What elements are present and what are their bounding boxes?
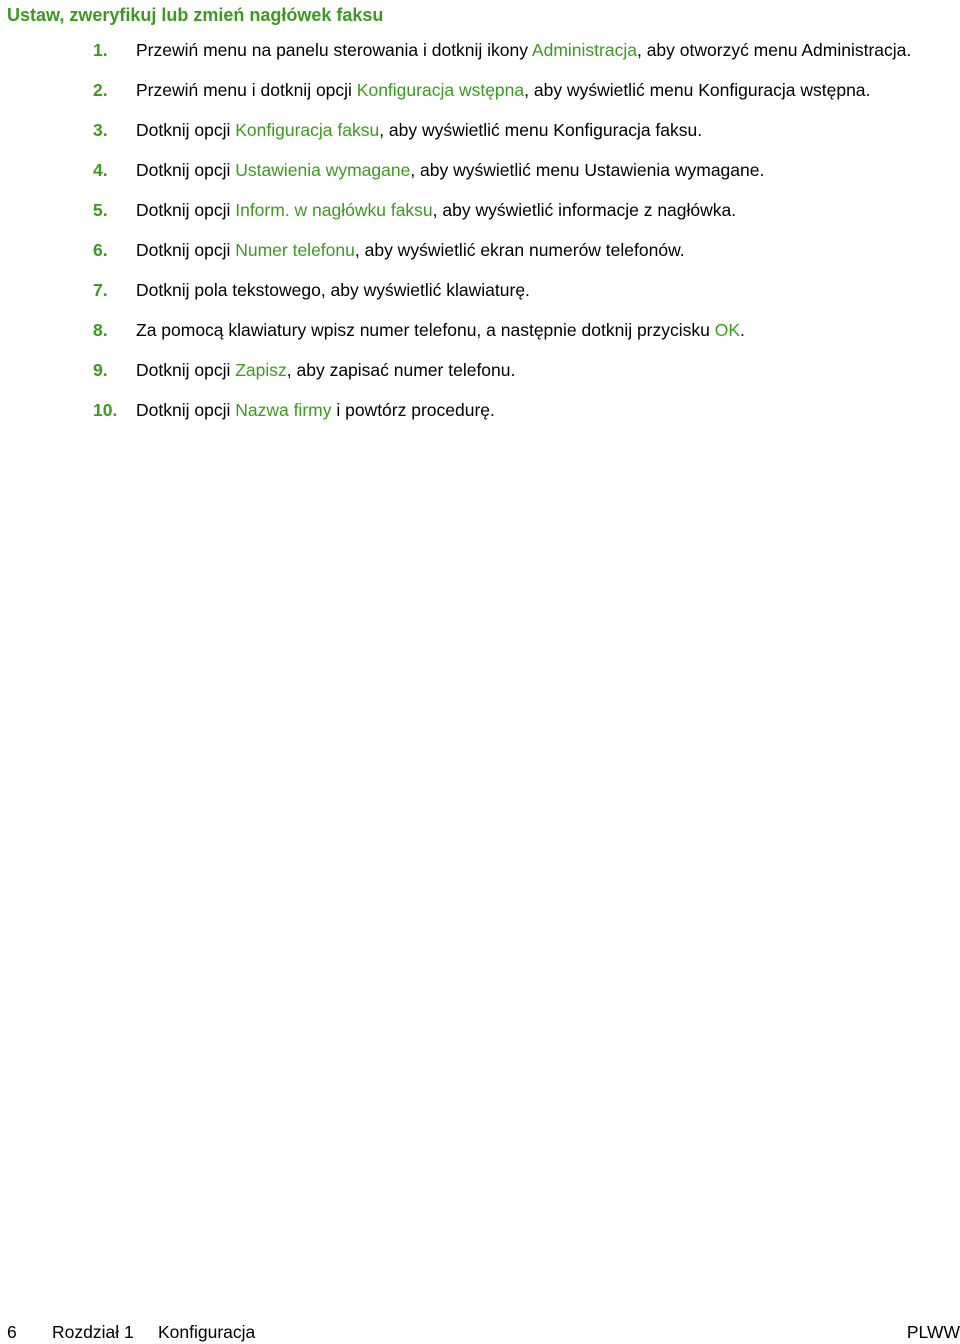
menu-option-numer-telefonu: Numer telefonu: [235, 240, 355, 260]
step-text-part: , aby wyświetlić informacje z nagłówka.: [432, 200, 737, 220]
step-text-part: Dotknij opcji: [136, 240, 236, 260]
step-number: 1.: [93, 40, 108, 60]
step-text: [136, 280, 530, 300]
step-number: 10.: [93, 400, 118, 420]
step-text-part: , aby wyświetlić menu Ustawienia wymagane.: [410, 160, 765, 180]
chapter-label: Rozdział 1: [52, 1322, 134, 1342]
step-text-part: Przewiń menu na panelu sterowania i dotknij ikony: [136, 40, 532, 60]
step-text-part: Przewiń menu i dotknij opcji: [136, 80, 357, 100]
steps-list: [0, 40, 960, 440]
step-item: [0, 120, 960, 141]
step-text-part: Dotknij pola tekstowego, aby wyświetlić klawiaturę.: [136, 280, 530, 300]
step-text-part: Dotknij opcji: [136, 120, 236, 140]
step-item: [0, 400, 960, 421]
step-item: [0, 80, 960, 101]
step-number: 9.: [93, 360, 108, 380]
step-text-part: Dotknij opcji: [136, 360, 236, 380]
page-footer: [0, 1321, 960, 1343]
step-text-part: i powtórz procedurę.: [331, 400, 495, 420]
step-text-part: , aby wyświetlić menu Konfiguracja faksu.: [379, 120, 703, 140]
step-item: [0, 160, 960, 181]
step-text-part: .: [740, 320, 745, 340]
menu-option-inform-naglowek: Inform. w nagłówku faksu: [235, 200, 433, 220]
step-text-part: , aby wyświetlić menu Konfiguracja wstępna.: [524, 80, 871, 100]
menu-option-ustawienia-wymagane: Ustawienia wymagane: [235, 160, 411, 180]
step-item: [0, 200, 960, 221]
menu-option-nazwa-firmy: Nazwa firmy: [235, 400, 332, 420]
step-number: 2.: [93, 80, 108, 100]
step-item: [0, 240, 960, 261]
step-text: [136, 120, 702, 140]
page-number: 6: [7, 1322, 17, 1342]
step-number: 8.: [93, 320, 108, 340]
step-item: [0, 280, 960, 301]
step-text-part: Dotknij opcji: [136, 160, 236, 180]
step-text: [136, 40, 911, 60]
step-text-part: , aby zapisać numer telefonu.: [286, 360, 516, 380]
menu-option-konfiguracja-faksu: Konfiguracja faksu: [235, 120, 380, 140]
step-text: [136, 360, 515, 380]
step-text: [136, 160, 764, 180]
step-text: [136, 320, 745, 340]
step-number: 6.: [93, 240, 108, 260]
section-label: Konfiguracja: [158, 1322, 256, 1342]
step-text-part: Dotknij opcji: [136, 200, 236, 220]
menu-option-administracja: Administracja: [531, 40, 637, 60]
document-code: PLWW: [906, 1322, 960, 1342]
step-text-part: Dotknij opcji: [136, 400, 236, 420]
menu-option-konfiguracja-wstepna: Konfiguracja wstępna: [356, 80, 525, 100]
step-text: [136, 80, 870, 100]
step-text: [136, 200, 736, 220]
step-text-part: Za pomocą klawiatury wpisz numer telefonu, a następnie dotknij przycisku: [136, 320, 715, 340]
step-item: [0, 320, 960, 341]
step-text: [136, 240, 685, 260]
step-item: [0, 360, 960, 381]
menu-option-zapisz: Zapisz: [235, 360, 287, 380]
step-text: [136, 400, 495, 420]
step-item: [0, 40, 960, 61]
step-number: 4.: [93, 160, 108, 180]
section-heading: Ustaw, zweryfikuj lub zmień nagłówek faksu: [7, 5, 384, 25]
step-text-part: , aby otworzyć menu Administracja.: [636, 40, 912, 60]
step-number: 7.: [93, 280, 108, 300]
step-text-part: , aby wyświetlić ekran numerów telefonów.: [354, 240, 685, 260]
step-number: 5.: [93, 200, 108, 220]
button-label-ok: OK: [714, 320, 741, 340]
step-number: 3.: [93, 120, 108, 140]
